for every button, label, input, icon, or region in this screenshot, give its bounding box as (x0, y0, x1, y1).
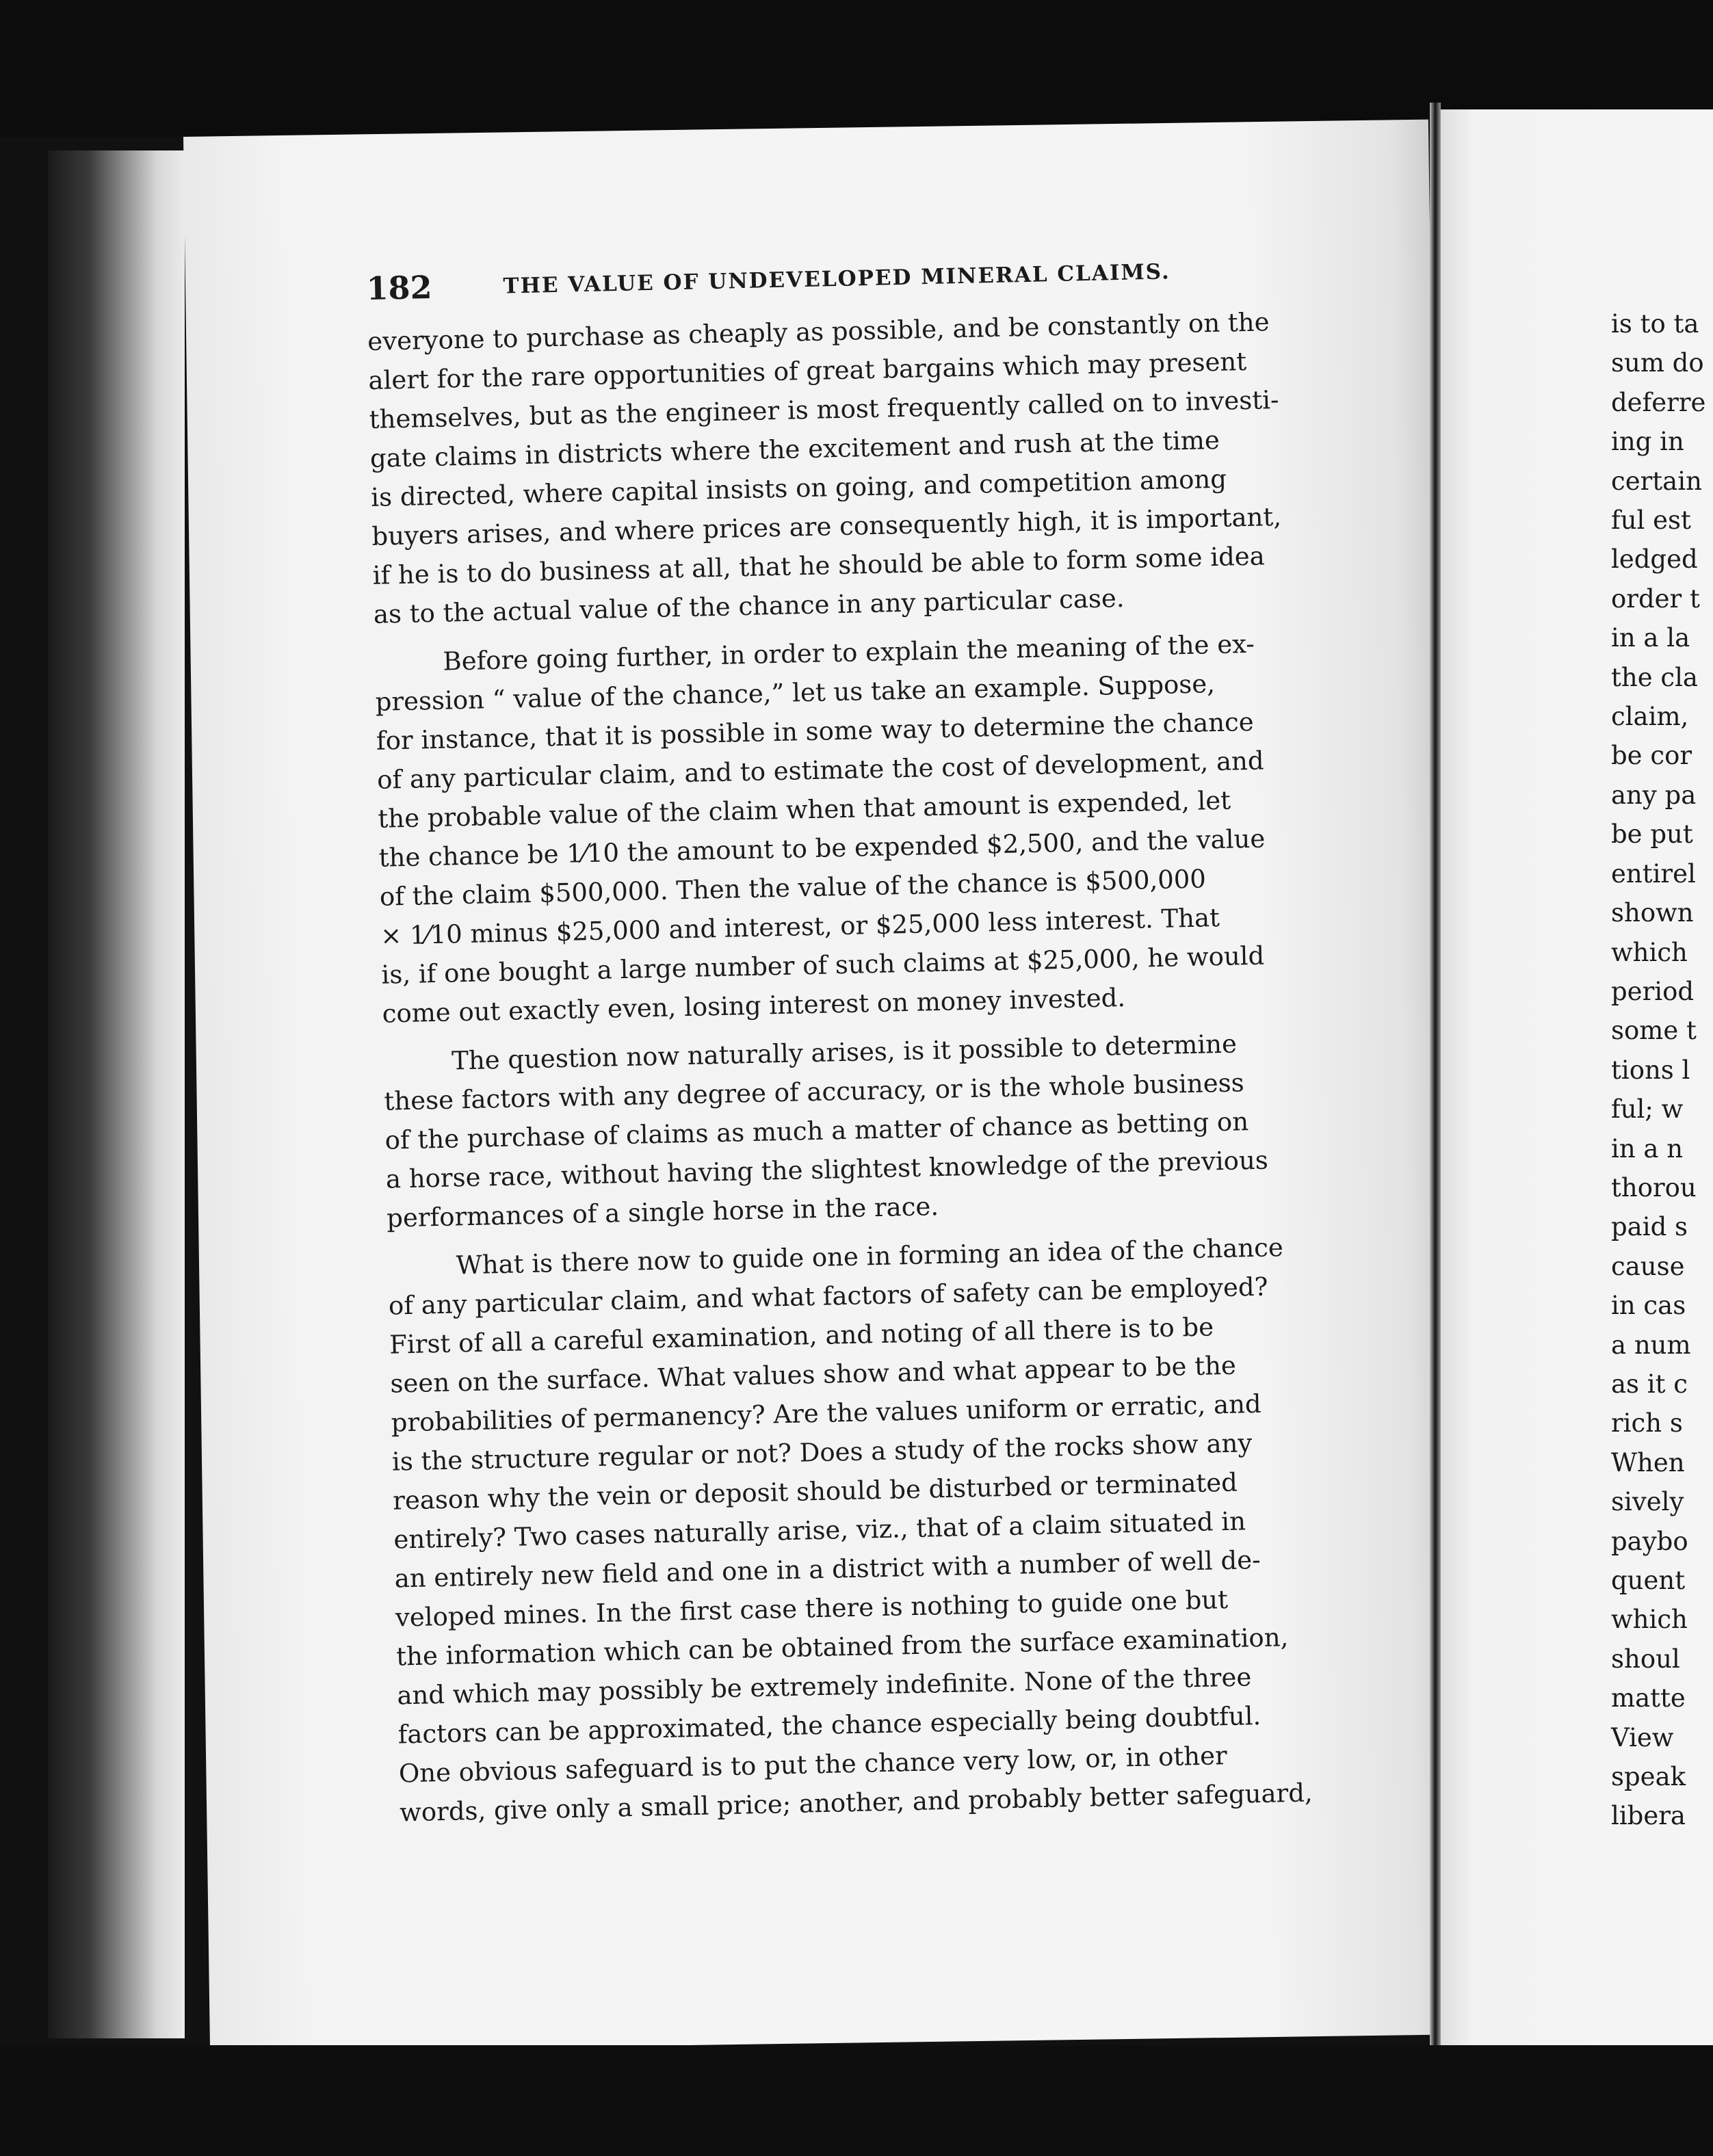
right-page-line-fragment: some t (1611, 1016, 1697, 1046)
right-page-line-fragment: quent (1611, 1566, 1686, 1595)
text-line: is the structure regular or not? Does a study of the rocks show any (391, 1428, 1253, 1477)
text-line: themselves, but as the engineer is most frequently called on to investi- (369, 384, 1279, 434)
text-line: if he is to do business at all, that he should be able to form some idea (372, 541, 1266, 590)
text-line: words, give only a small price; another, and probably better safeguard, (399, 1778, 1313, 1828)
text-line: What is there now to guide one in forming an idea of the chance (456, 1233, 1284, 1280)
paragraph (387, 1226, 1385, 1832)
text-line: is, if one bought a large number of such claims at $25,000, he would (381, 941, 1265, 990)
text-line: the probable value of the claim when that amount is expended, let (378, 785, 1231, 834)
text-line: seen on the surface. What values show and what appear to be the (390, 1350, 1237, 1399)
right-page-line-fragment: a num (1611, 1330, 1691, 1360)
right-page-line-fragment: as it c (1611, 1369, 1688, 1399)
right-page-line-fragment: be put (1611, 819, 1693, 850)
text-line: of any particular claim, and to estimate the cost of development, and (376, 746, 1264, 795)
book-page-edges (48, 150, 185, 2038)
text-line: The question now naturally arises, is it possible to determine (451, 1029, 1238, 1076)
right-page-line-fragment: thorou (1611, 1172, 1697, 1202)
text-line: is directed, where capital insists on going, and competition among (370, 464, 1227, 512)
text-line: pression “ value of the chance,” let us take an example. Suppose, (375, 669, 1216, 717)
text-line: entirely? Two cases naturally arise, viz., that of a claim situated in (393, 1506, 1246, 1555)
text-line: a horse race, without having the slightest knowledge of the previous (385, 1145, 1269, 1194)
right-page-line-fragment: paybo (1611, 1526, 1688, 1556)
scan-background-bottom (0, 2045, 1713, 2156)
text-line: performances of a single horse in the race. (386, 1192, 939, 1233)
paragraph (374, 622, 1368, 1033)
text-line: of the claim $500,000. Then the value of the chance is $500,000 (379, 864, 1207, 912)
right-page-line-fragment: sum do (1611, 348, 1704, 378)
right-page-line-fragment: in a la (1611, 623, 1690, 653)
right-page-line-fragment: the cla (1611, 662, 1698, 692)
right-page-line-fragment: which (1611, 1605, 1688, 1635)
text-line: buyers arises, and where prices are consequently high, it is important, (371, 501, 1282, 551)
text-line: probabilities of permanency? Are the values uniform or erratic, and (391, 1389, 1262, 1438)
text-line: × 1⁄10 minus $25,000 and interest, or $25,000 less interest. That (380, 903, 1220, 951)
text-line: First of all a careful examination, and noting of all there is to be (389, 1312, 1214, 1360)
right-page-line-fragment: matte (1611, 1683, 1686, 1713)
text-line: factors can be approximated, the chance especially being doubtful. (397, 1700, 1261, 1750)
right-page-line-fragment: tions l (1611, 1055, 1690, 1085)
right-page-line-fragment: which (1611, 937, 1688, 967)
right-page-line-fragment: speak (1611, 1762, 1686, 1792)
text-line: for instance, that it is possible in some way to determine the chance (376, 707, 1255, 756)
right-page-line-fragment: is to ta (1611, 309, 1699, 339)
right-page-line-fragment: ful est (1611, 505, 1691, 536)
right-page-line-fragment: any pa (1611, 780, 1697, 810)
right-page-line-fragment: View (1611, 1722, 1674, 1752)
right-page-line-fragment: paid s (1611, 1212, 1688, 1242)
text-line: veloped mines. In the first case there is nothing to guide one but (395, 1584, 1229, 1633)
right-page-line-fragment: order t (1611, 583, 1700, 614)
left-page-content (366, 249, 1385, 1842)
text-line: come out exactly even, losing interest on money invested. (382, 983, 1126, 1029)
right-page-text-fragments (1611, 304, 1705, 1836)
right-page-line-fragment: ledged (1611, 544, 1698, 575)
right-page-line-fragment: ing in (1611, 427, 1684, 457)
right-page-line-fragment: libera (1611, 1801, 1686, 1831)
right-page-line-fragment: certain (1611, 466, 1702, 496)
text-line: alert for the rare opportunities of great bargains which may present (368, 346, 1247, 395)
paragraph (367, 301, 1359, 634)
right-page-line-fragment: rich s (1611, 1408, 1683, 1438)
right-page-line-fragment: period (1611, 976, 1695, 1006)
page-number: 182 (366, 268, 433, 307)
text-line: everyone to purchase as cheaply as possible, and be constantly on the (367, 307, 1270, 356)
body-text (367, 301, 1385, 1832)
right-page-line-fragment: sively (1611, 1487, 1684, 1517)
right-page-line-fragment: deferre (1611, 387, 1706, 417)
right-page-line-fragment: entirel (1611, 858, 1696, 889)
text-line: the information which can be obtained from the surface examination, (395, 1622, 1289, 1672)
right-page-line-fragment: shoul (1611, 1644, 1680, 1674)
text-line: an entirely new field and one in a district with a number of well de- (394, 1544, 1261, 1594)
text-line: these factors with any degree of accuracy, or is the whole business (384, 1068, 1245, 1116)
right-page-line-fragment: in cas (1611, 1291, 1686, 1321)
text-line: of any particular claim, and what factors of safety can be employed? (388, 1272, 1268, 1321)
book-gutter (1430, 103, 1441, 2059)
running-title: THE VALUE OF UNDEVELOPED MINERAL CLAIMS. (503, 259, 1171, 299)
right-page-line-fragment: claim, (1611, 702, 1689, 732)
right-page-line-fragment: be cor (1611, 741, 1692, 771)
right-page-line-fragment: cause (1611, 1251, 1685, 1281)
right-page-line-fragment: ful; w (1611, 1094, 1684, 1125)
right-page-line-fragment: shown (1611, 898, 1694, 928)
paragraph (383, 1021, 1372, 1237)
text-line: One obvious safeguard is to put the chance very low, or, in other (398, 1741, 1228, 1789)
right-page-line-fragment: in a n (1611, 1133, 1684, 1164)
text-line: and which may possibly be extremely indefinite. None of the three (397, 1662, 1252, 1711)
text-line: Before going further, in order to explain the meaning of the ex- (443, 629, 1255, 676)
right-page-line-fragment: When (1611, 1447, 1685, 1477)
text-line: the chance be 1⁄10 the amount to be expended $2,500, and the value (378, 824, 1266, 873)
text-line: as to the actual value of the chance in any particular case. (373, 583, 1125, 629)
text-line: gate claims in districts where the excitement and rush at the time (369, 425, 1220, 473)
text-line: reason why the vein or deposit should be disturbed or terminated (392, 1467, 1238, 1516)
text-line: of the purchase of claims as much a matter of chance as betting on (384, 1107, 1249, 1155)
